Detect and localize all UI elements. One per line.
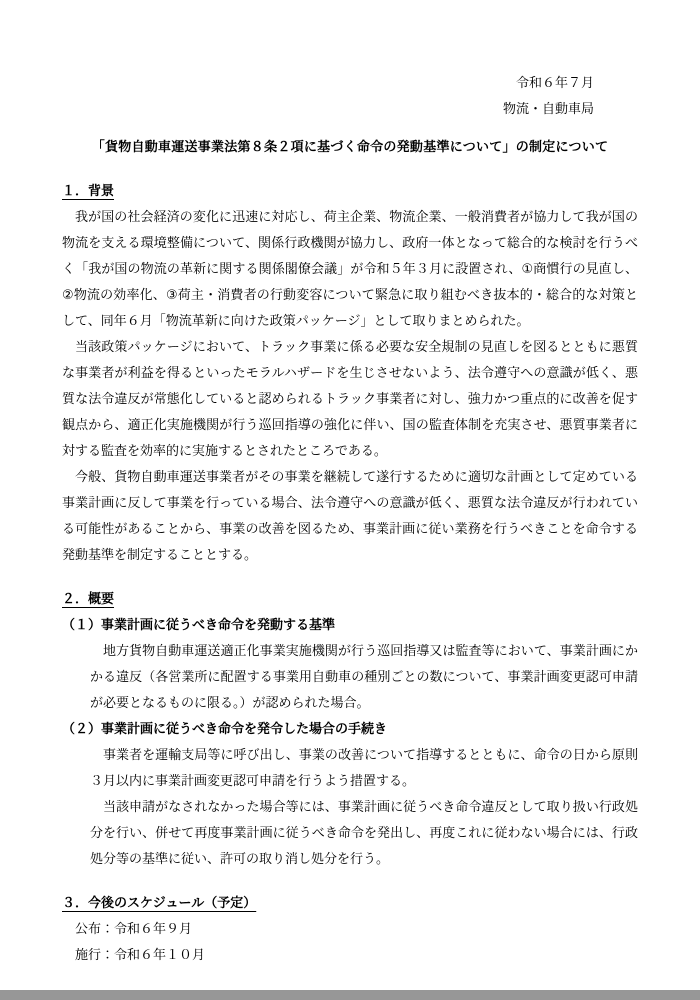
overview-item-2 bbox=[62, 716, 638, 872]
org-line: 物流・自動車局 bbox=[502, 101, 594, 116]
date-line: 令和６年７月 bbox=[515, 75, 594, 90]
overview-item-2-paragraph-1: 事業者を運輸支局等に呼び出し、事業の改善について指導するとともに、命令の日から原則３月以内に事業計画変更認可申請を行うよう措置する。 bbox=[89, 747, 638, 788]
background-paragraph-2: 当該政策パッケージにおいて、トラック事業に係る必要な安全規制の見直しを図るとともに悪質な事業者が利益を得るといったモラルハザードを生じさせないよう、法令遵守への意識が低く、悪質な法令違反が常態化していると認められるトラック事業者に対し、強力かつ重点的に改善を促す観点から、適正化実施機関が行う巡回指導の強化に伴い、国の監査体制を充実させ、悪質事業者に対する監査を効率的に実施するとされたところである。 bbox=[62, 339, 638, 458]
schedule-line-promulgation: 公布：令和６年９月 bbox=[75, 921, 193, 936]
overview-item-1-label: （１）事業計画に従うべき命令を発動する基準 bbox=[62, 617, 336, 632]
overview-item-2-paragraph-2: 当該申請がなされなかった場合等には、事業計画に従うべき命令違反として取り扱い行政処分を行い、併せて再度事業計画に従うべき命令を発出し、再度これに従わない場合には、行政処分等の基準に従い、許可の取り消し処分を行う。 bbox=[89, 799, 638, 866]
background-paragraph-3: 今般、貨物自動車運送事業者がその事業を継続して遂行するために適切な計画として定めている事業計画に反して事業を行っている場合、法令遵守への意識が低く、悪質な法令違反が行われている可能性があることから、事業の改善を図るため、事業計画に従い業務を行うべきことを命令する発動基準を制定することとする。 bbox=[62, 469, 638, 562]
section-heading-overview bbox=[62, 586, 638, 612]
section-heading-schedule-text: ３．今後のスケジュール（予定） bbox=[62, 895, 257, 910]
section-background bbox=[62, 178, 638, 568]
schedule-line-enforcement: 施行：令和６年１０月 bbox=[75, 947, 206, 962]
overview-item-1 bbox=[62, 612, 638, 716]
section-overview bbox=[62, 586, 638, 872]
section-heading-overview-text: ２．概要 bbox=[62, 591, 115, 606]
document-title: 「貨物自動車運送事業法第８条２項に基づく命令の発動基準について」の制定について bbox=[91, 139, 609, 154]
section-heading-background-text: １．背景 bbox=[62, 183, 115, 198]
section-heading-schedule bbox=[62, 890, 638, 916]
section-schedule bbox=[62, 890, 638, 968]
document-header bbox=[62, 70, 638, 122]
overview-item-1-paragraph-1: 地方貨物自動車運送適正化事業実施機関が行う巡回指導又は監査等において、事業計画にかかる違反（各営業所に配置する事業用自動車の種別ごとの数について、事業計画変更認可申請が必要となるものに限る。）が認められた場合。 bbox=[89, 643, 638, 710]
background-paragraph-1: 我が国の社会経済の変化に迅速に対応し、荷主企業、物流企業、一般消費者が協力して我が国の物流を支える環境整備について、関係行政機関が協力し、政府一体となって総合的な検討を行うべく「我が国の物流の革新に関する関係閣僚会議」が令和５年３月に設置され、①商慣行の見直し、②物流の効率化、③荷主・消費者の行動変容について緊急に取り組むべき抜本的・総合的な対策として、同年６月「物流革新に向けた政策パッケージ」として取りまとめられた。 bbox=[62, 209, 638, 328]
overview-item-2-label: （２）事業計画に従うべき命令を発令した場合の手続き bbox=[62, 721, 388, 736]
page-bottom-edge bbox=[0, 990, 700, 1000]
section-heading-background bbox=[62, 178, 638, 204]
